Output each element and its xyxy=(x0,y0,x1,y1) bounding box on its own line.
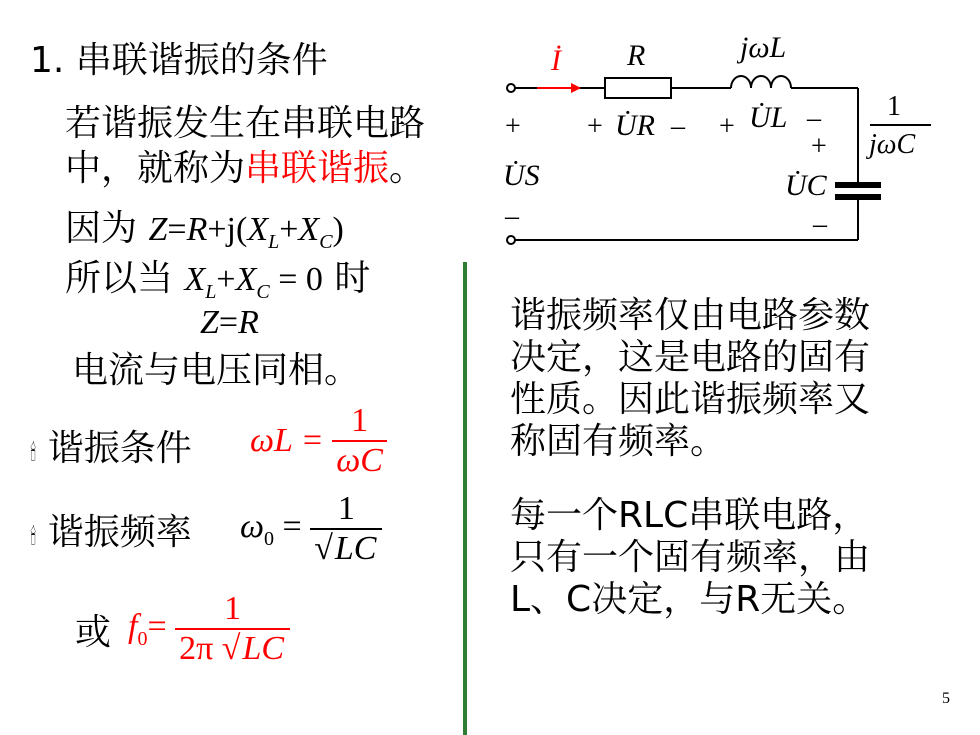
intro-suffix: 。 xyxy=(389,148,426,189)
resonance-condition-row xyxy=(30,428,192,475)
ul-plus: + xyxy=(719,111,735,142)
column-divider xyxy=(463,262,467,735)
section-heading: 1. 串联谐振的条件 xyxy=(30,40,328,81)
f0-fraction: $\frac{1}{2\pi √LC}$ xyxy=(175,590,290,668)
uc-minus: – xyxy=(813,209,827,240)
capacitor-denominator: jωC xyxy=(869,129,916,160)
f0-formula: $f_0=$ $\frac{1}{2\pi √LC}$ xyxy=(128,590,290,668)
resistor-symbol xyxy=(605,78,671,98)
intro-prefix: 中，就称为 xyxy=(65,148,246,189)
top-terminal xyxy=(507,84,515,92)
time-label: 时 xyxy=(334,258,371,299)
in-phase-text: 电流与电压同相。 xyxy=(72,350,361,391)
current-label: İ xyxy=(551,44,561,77)
omega-l-lhs: ωL = xyxy=(250,422,324,459)
right-paragraph-2 xyxy=(510,495,870,621)
resonance-frequency-label: 谐振频率 xyxy=(47,512,192,553)
omega0-fraction: $\frac{1}{√LC}$ xyxy=(310,490,382,568)
inductor-symbol xyxy=(731,76,791,88)
candle-icon: 🕯 xyxy=(30,525,37,550)
capacitor-numerator: 1 xyxy=(887,91,901,122)
ul-minus: – xyxy=(807,103,821,134)
para1-line-2: 决定，这是电路的固有 xyxy=(510,337,871,378)
uc-plus: + xyxy=(811,131,827,162)
page-number: 5 xyxy=(942,690,950,707)
condition-equation: $X_L+X_C = 0$ xyxy=(184,261,323,303)
ul-label: U̇L xyxy=(749,101,788,134)
source-plus: + xyxy=(505,111,521,142)
ur-minus: – xyxy=(671,111,685,142)
para2-line-2: 只有一个固有频率，由 xyxy=(510,537,871,578)
bottom-terminal xyxy=(507,236,515,244)
or-label: 或 xyxy=(75,612,112,653)
series-resonance-term: 串联谐振 xyxy=(245,148,390,189)
ur-label: U̇R xyxy=(615,109,655,142)
para1-line-3: 性质。因此谐振频率又 xyxy=(510,379,871,420)
intro-line-2 xyxy=(65,148,425,190)
because-label: 因为 xyxy=(65,208,138,249)
so-when-label: 所以当 xyxy=(65,258,174,299)
source-label: U̇S xyxy=(503,159,540,192)
resistor-label: R xyxy=(627,39,646,72)
candle-icon: 🕯 xyxy=(30,441,37,466)
one-over-omega-c: $\frac{1}{\omega C}$ xyxy=(332,402,387,480)
z-equals-r: Z=R xyxy=(200,304,259,341)
rlc-circuit-diagram xyxy=(495,25,940,255)
right-paragraph-1 xyxy=(510,295,870,463)
impedance-line xyxy=(65,208,344,263)
resonance-condition-label: 谐振条件 xyxy=(47,428,192,469)
para2-line-3: L、C决定，与R无关。 xyxy=(510,579,869,620)
para1-line-4: 称固有频率。 xyxy=(510,421,727,462)
impedance-equation: $Z=R+j(X_L+X_C)$ xyxy=(148,211,344,253)
omega0-formula: $\omega_0$ = $\frac{1}{√LC}$ xyxy=(240,490,382,568)
para1-line-1: 谐振频率仅由电路参数 xyxy=(510,295,871,336)
resonance-condition-formula xyxy=(250,402,387,480)
uc-label: U̇C xyxy=(785,169,827,202)
intro-line-1: 若谐振发生在串联电路 xyxy=(65,103,426,144)
ur-plus: + xyxy=(587,111,603,142)
para2-line-1: 每一个RLC串联电路， xyxy=(510,495,869,536)
resonance-frequency-row xyxy=(30,512,192,559)
inductor-label: jωL xyxy=(740,31,787,64)
source-minus: – xyxy=(505,201,519,232)
